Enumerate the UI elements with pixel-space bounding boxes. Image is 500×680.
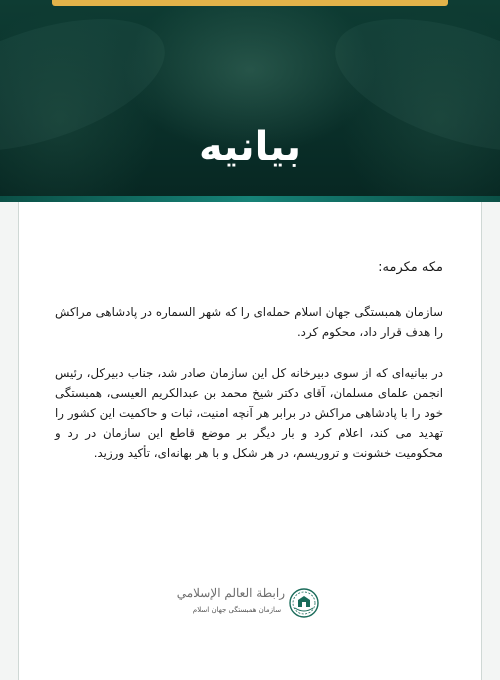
page-title: بیانیه xyxy=(199,124,301,170)
paragraph-2: در بیانیه‌ای که از سوی دبیرخانه کل این سازمان صادر شد، جناب دبیرکل، رئیس انجمن علمای مسلمان، آقای دکتر شیخ محمد بن عبدالکریم العیسی، همبستگی خود را با پادشاهی مراکش در برابر هر آنچه امنیت، ثبات و حاکمیت این کشور را تهدید می کند، اعلام کرد و بار دیگر بر موضع قاطع این سازمان در رد و محکومیت خشونت و تروریسم، در هر شکل و با هر بهانه‌ای، تأکید ورزید. xyxy=(55,366,443,460)
logo-arabic-name: رابطة العالم الإسلامي xyxy=(176,586,285,600)
gold-accent-bar xyxy=(52,0,448,6)
logo-persian-name: سازمان همبستگی جهان اسلام xyxy=(192,606,282,614)
statement-body xyxy=(55,260,443,484)
dateline: مکه مکرمه: xyxy=(378,260,443,275)
statement-card xyxy=(18,202,482,680)
paragraph-1: سازمان همبستگی جهان اسلام حمله‌ای را که شهر السماره در پادشاهی مراکش را هدف قرار داد، محکوم کرد. xyxy=(55,305,443,339)
header-banner xyxy=(0,0,500,202)
mwl-emblem-icon xyxy=(289,588,319,618)
organization-logo xyxy=(176,584,319,628)
